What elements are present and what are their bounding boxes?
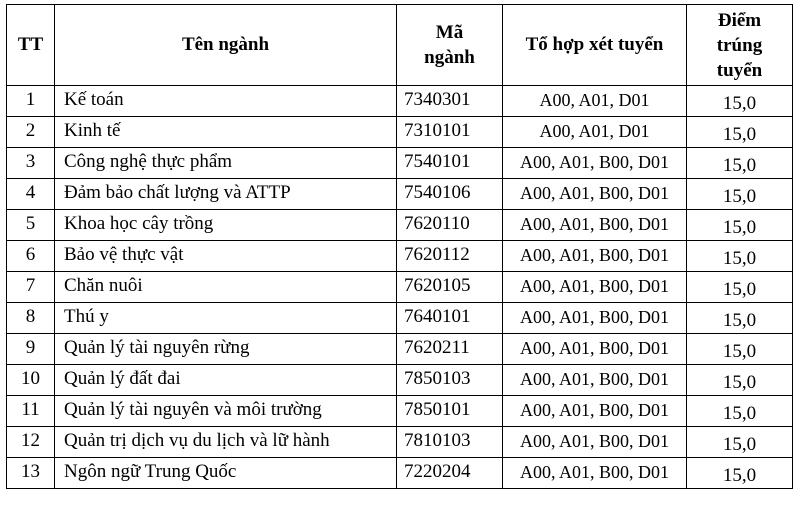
cell-tt: 11 bbox=[7, 396, 55, 427]
cell-tt: 13 bbox=[7, 458, 55, 489]
header-name: Tên ngành bbox=[55, 5, 397, 86]
cell-code: 7620110 bbox=[397, 210, 503, 241]
cell-combo: A00, A01, B00, D01 bbox=[503, 396, 687, 427]
cell-code: 7810103 bbox=[397, 427, 503, 458]
cell-score: 15,0 bbox=[687, 365, 793, 396]
table-row bbox=[7, 427, 793, 458]
cell-tt: 4 bbox=[7, 179, 55, 210]
cell-tt: 1 bbox=[7, 86, 55, 117]
cell-name: Công nghệ thực phẩm bbox=[55, 148, 397, 179]
header-score bbox=[687, 5, 793, 86]
cell-code: 7310101 bbox=[397, 117, 503, 148]
header-score-line2: trúng bbox=[716, 34, 763, 56]
header-code bbox=[397, 5, 503, 86]
cell-tt: 3 bbox=[7, 148, 55, 179]
cell-score: 15,0 bbox=[687, 241, 793, 272]
admission-scores-table bbox=[6, 4, 793, 489]
header-combo: Tổ hợp xét tuyển bbox=[503, 5, 687, 86]
table-row bbox=[7, 179, 793, 210]
cell-tt: 7 bbox=[7, 272, 55, 303]
cell-tt: 12 bbox=[7, 427, 55, 458]
table-body bbox=[7, 86, 793, 489]
cell-tt: 2 bbox=[7, 117, 55, 148]
cell-combo: A00, A01, D01 bbox=[503, 117, 687, 148]
cell-tt: 8 bbox=[7, 303, 55, 334]
cell-score: 15,0 bbox=[687, 303, 793, 334]
cell-combo: A00, A01, B00, D01 bbox=[503, 179, 687, 210]
cell-code: 7620211 bbox=[397, 334, 503, 365]
cell-name: Quản trị dịch vụ du lịch và lữ hành bbox=[55, 427, 397, 458]
table-row bbox=[7, 303, 793, 334]
header-tt: TT bbox=[7, 5, 55, 86]
cell-code: 7540101 bbox=[397, 148, 503, 179]
header-score-line3: tuyển bbox=[716, 59, 763, 81]
cell-combo: A00, A01, B00, D01 bbox=[503, 427, 687, 458]
cell-name: Ngôn ngữ Trung Quốc bbox=[55, 458, 397, 489]
cell-code: 7620105 bbox=[397, 272, 503, 303]
cell-score: 15,0 bbox=[687, 210, 793, 241]
cell-name: Khoa học cây trồng bbox=[55, 210, 397, 241]
table-row bbox=[7, 241, 793, 272]
header-code-line1: Mã bbox=[435, 22, 464, 43]
cell-tt: 10 bbox=[7, 365, 55, 396]
cell-combo: A00, A01, B00, D01 bbox=[503, 303, 687, 334]
cell-name: Đảm bảo chất lượng và ATTP bbox=[55, 179, 397, 210]
cell-name: Kế toán bbox=[55, 86, 397, 117]
cell-name: Bảo vệ thực vật bbox=[55, 241, 397, 272]
cell-name: Quản lý tài nguyên rừng bbox=[55, 334, 397, 365]
cell-name: Kinh tế bbox=[55, 117, 397, 148]
cell-code: 7850101 bbox=[397, 396, 503, 427]
cell-combo: A00, A01, B00, D01 bbox=[503, 334, 687, 365]
table-row bbox=[7, 210, 793, 241]
cell-code: 7620112 bbox=[397, 241, 503, 272]
header-code-line2: ngành bbox=[424, 47, 475, 68]
table-row bbox=[7, 86, 793, 117]
cell-name: Chăn nuôi bbox=[55, 272, 397, 303]
cell-code: 7540106 bbox=[397, 179, 503, 210]
cell-code: 7640101 bbox=[397, 303, 503, 334]
cell-code: 7850103 bbox=[397, 365, 503, 396]
cell-name: Quản lý tài nguyên và môi trường bbox=[55, 396, 397, 427]
cell-score: 15,0 bbox=[687, 396, 793, 427]
cell-name: Quản lý đất đai bbox=[55, 365, 397, 396]
cell-score: 15,0 bbox=[687, 117, 793, 148]
cell-name: Thú y bbox=[55, 303, 397, 334]
cell-score: 15,0 bbox=[687, 148, 793, 179]
cell-code: 7340301 bbox=[397, 86, 503, 117]
header-score-line1: Điểm bbox=[717, 9, 762, 31]
cell-score: 15,0 bbox=[687, 458, 793, 489]
table-header bbox=[7, 5, 793, 86]
cell-score: 15,0 bbox=[687, 334, 793, 365]
cell-tt: 5 bbox=[7, 210, 55, 241]
cell-combo: A00, A01, B00, D01 bbox=[503, 210, 687, 241]
cell-score: 15,0 bbox=[687, 86, 793, 117]
table-row bbox=[7, 396, 793, 427]
table-row bbox=[7, 117, 793, 148]
table-row bbox=[7, 334, 793, 365]
table-row bbox=[7, 365, 793, 396]
cell-combo: A00, A01, B00, D01 bbox=[503, 458, 687, 489]
table-row bbox=[7, 148, 793, 179]
header-row bbox=[7, 5, 793, 86]
cell-code: 7220204 bbox=[397, 458, 503, 489]
cell-combo: A00, A01, B00, D01 bbox=[503, 148, 687, 179]
table-row bbox=[7, 272, 793, 303]
cell-score: 15,0 bbox=[687, 272, 793, 303]
cell-combo: A00, A01, B00, D01 bbox=[503, 365, 687, 396]
cell-score: 15,0 bbox=[687, 179, 793, 210]
table-row bbox=[7, 458, 793, 489]
cell-combo: A00, A01, D01 bbox=[503, 86, 687, 117]
cell-tt: 9 bbox=[7, 334, 55, 365]
cell-score: 15,0 bbox=[687, 427, 793, 458]
cell-combo: A00, A01, B00, D01 bbox=[503, 241, 687, 272]
cell-tt: 6 bbox=[7, 241, 55, 272]
cell-combo: A00, A01, B00, D01 bbox=[503, 272, 687, 303]
